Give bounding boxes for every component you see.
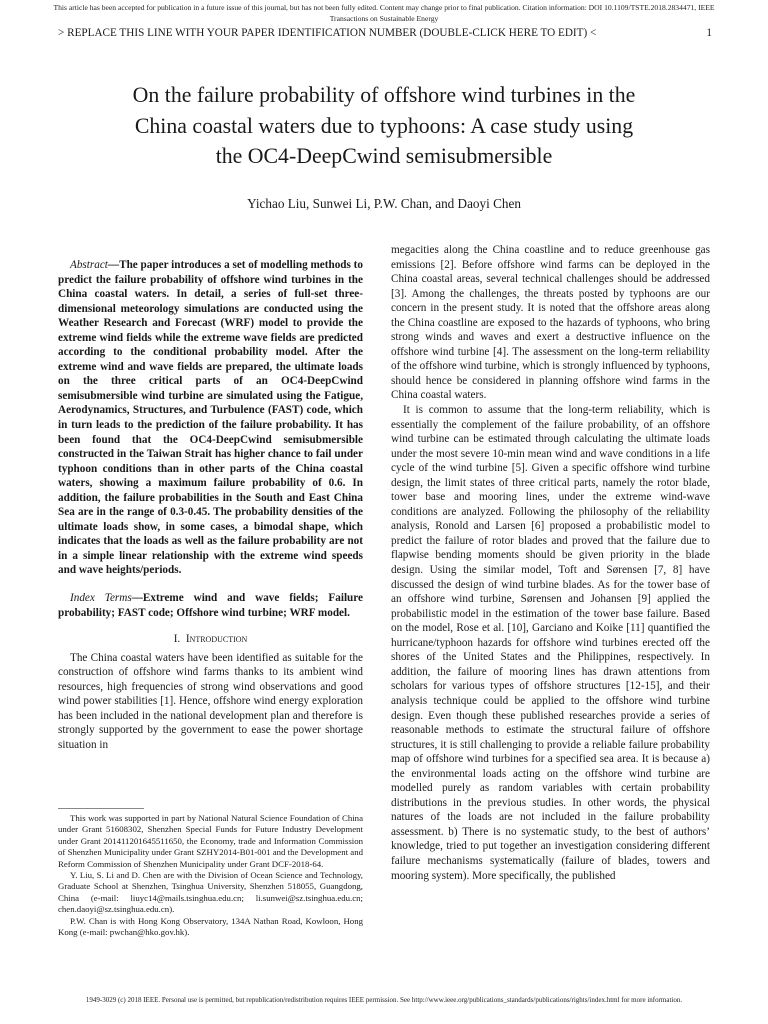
abstract-text: —The paper introduces a set of modelling methods to predict the failure probability of offshore wind turbines in the China coastal waters. In detail, a series of full-set three-dimensional meteorology simulations are conducted using the Weather Research and Forecast (WRF) model to provide the extreme wind fields while the extreme wave fields are predicted according to the conditional probability model. After the extreme wind and wave fields are prepared, the ultimate loads on the three critical parts of an OC4-DeepCwind semisubmersible wind turbine are simulated using the Fatigue, Aerodynamics, Structures, and Turbulence (FAST) code, which in turn leads to the prediction of the failure probability. It has been found that the OC4-DeepCwind semisubmersible constructed in the Taiwan Strait has higher chance to fail under typhoon conditions than in other parts of the China coastal waters, showing a maximum failure probability of 0.6. In addition, the failure probabilities in the South and East China Sea are in the range of 0.3-0.45. The probability densities of the ultimate loads show, in some cases, a bimodal shape, which indicates that the loads as well as the failure probability are not in a simple linear relationship with the extreme wind speeds and wave heights/periods. xyxy=(58,259,363,577)
section-title: Introduction xyxy=(185,633,248,646)
section-heading-introduction xyxy=(58,632,363,647)
title-line-3: the OC4-DeepCwind semisubmersible xyxy=(215,144,553,168)
paper-title xyxy=(60,80,708,172)
title-line-2: China coastal waters due to typhoons: A case study using xyxy=(134,113,634,138)
title-line-1: On the failure probability of offshore wind turbines in the xyxy=(132,83,636,107)
left-column xyxy=(58,258,363,753)
journal-notice xyxy=(0,3,768,24)
authors: Yichao Liu, Sunwei Li, P.W. Chan, and Daoyi Chen xyxy=(247,196,521,211)
running-head xyxy=(58,27,712,39)
right-paragraph-2: It is common to assume that the long-term reliability, which is essentially the complement of the failure probability, of an offshore wind turbine can be estimated through calculating the ultimate loads under the most severe 10-min mean wind and wave conditions in a life cycle of the wind turbine [5]. Given a specific offshore wind turbine design, the limit states of three critical parts, namely the rotor blade, tower base and mooring lines, under the extreme wind-wave conditions are analyzed. Following the philosophy of the reliability analysis, Ronold and Larsen [6] proposed a probabilistic model to predict the failure of rotor blades and proved that the failure due to flapwise bending moments should be given priority in the blade design. Using the similar model, Toft and Sørensen [7, 8] have discussed the design of wind turbine blades. As for the tower base of an offshore wind turbine, Sørensen and Johansen [9] applied the probabilistic model in the estimation of the tower base failure. Based on the model, Rose et al. [10], Garciano and Koike [11] quantified the hurricane/typhoon hazards for offshore wind turbines erected off the shores of the United States and the Philippines, respectively. In addition, the failure of mooring lines has drawn attentions from scholars for various types of offshore structures [12-15], and their analysis technique could be applied to the offshore wind turbine design. Even though these published researches provide a series of reasonable methods to estimate the structural failure of offshore structures, it is still challenging to provide a reliable failure probability map of offshore wind turbines for a specified sea area. It is because a) the environmental loads acting on the offshore wind turbine are modelled purely as random variables with certain probability distributions in the previous studies. In other words, the physical natures of the loads are not included in the failure probability assessment. b) There is no systematic study, to the best of authors’ knowledge, tried to put together an investigation considering different failure mechanisms systematically (failure of blades, towers and mooring system). More specifically, the published xyxy=(391,404,710,882)
running-head-text: > REPLACE THIS LINE WITH YOUR PAPER IDENTIFICATION NUMBER (DOUBLE-CLICK HERE TO EDIT) < xyxy=(58,27,597,39)
journal-notice-line1: This article has been accepted for publication in a future issue of this journal, but has not been fully edited. Content may change prior to final publication. Citation information: DOI 10.1109/TSTE.2018.2834471, IEEE xyxy=(53,3,715,12)
footnote-affiliation-tsinghua: Y. Liu, S. Li and D. Chen are with the Division of Ocean Science and Technology, Graduate School at Shenzhen, Tsinghua University, Shenzhen 518055, Guangdong, China (e-mail: liuyc14@mails.tsinghua.edu.cn; li.sunwei@sz.tsinghua.edu.cn; chen.daoyi@sz.tsinghua.edu.cn). xyxy=(58,870,363,915)
section-number: I. xyxy=(173,633,181,646)
abstract xyxy=(58,258,363,578)
footnote-affiliation-hko: P.W. Chan is with Hong Kong Observatory, 134A Nathan Road, Kowloon, Hong Kong (e-mail: pwchan@hko.gov.hk). xyxy=(58,915,363,938)
footnote-funding: This work was supported in part by National Natural Science Foundation of China under Grant 51608302, Shenzhen Special Funds for Future Industry Development under Grant 201411201645511650, the Economy, trade and Information Commission of Shenzhen Municipality under Grant SZHY2014-B01-001 and the Development and Reform Commission of Shenzhen Municipality under Grant DCF-2018-64. xyxy=(58,813,363,869)
index-terms-label: Index Terms xyxy=(70,592,132,605)
right-column xyxy=(391,243,710,883)
journal-notice-line2: Transactions on Sustainable Energy xyxy=(329,13,439,23)
footnote-separator xyxy=(58,808,144,809)
footnotes xyxy=(58,813,363,938)
copyright-footer: 1949-3029 (c) 2018 IEEE. Personal use is permitted, but republication/redistribution requires IEEE permission. See http://www.ieee.org/publications_standards/publications/rights/index.html for more information. xyxy=(85,996,683,1004)
page-number: 1 xyxy=(706,27,712,39)
abstract-label: Abstract xyxy=(70,259,108,271)
intro-paragraph-left: The China coastal waters have been identified as suitable for the construction of offshore wind farms thanks to its ambient wind resources, high frequencies of strong wind observations and good wind power stabilities [1]. Hence, offshore wind energy exploration has been included in the national development plan and therefore is strongly supported by the government to ease the power shortage situation in xyxy=(58,651,363,751)
index-terms xyxy=(58,591,363,620)
index-terms-text: —Extreme wind and wave fields; Failure probability; FAST code; Offshore wind turbine; WRF model. xyxy=(58,592,364,619)
right-paragraph-1: megacities along the China coastline and to reduce greenhouse gas emissions [2]. Before offshore wind farms can be deployed in the China coastal areas, several technical challenges should be addressed [3]. Among the challenges, the threats posted by typhoons are our concern in the present study. It is noted that the offshore areas along the China coastline are exposed to the hazards of typhoons, who bring strong winds and waves and exert a destructive influence on the offshore wind turbine [4]. The assessment on the long-term reliability of the offshore wind turbine, which is strongly influenced by typhoons, should hence be considered in planning offshore wind farms in the China coastal waters. xyxy=(391,244,710,402)
